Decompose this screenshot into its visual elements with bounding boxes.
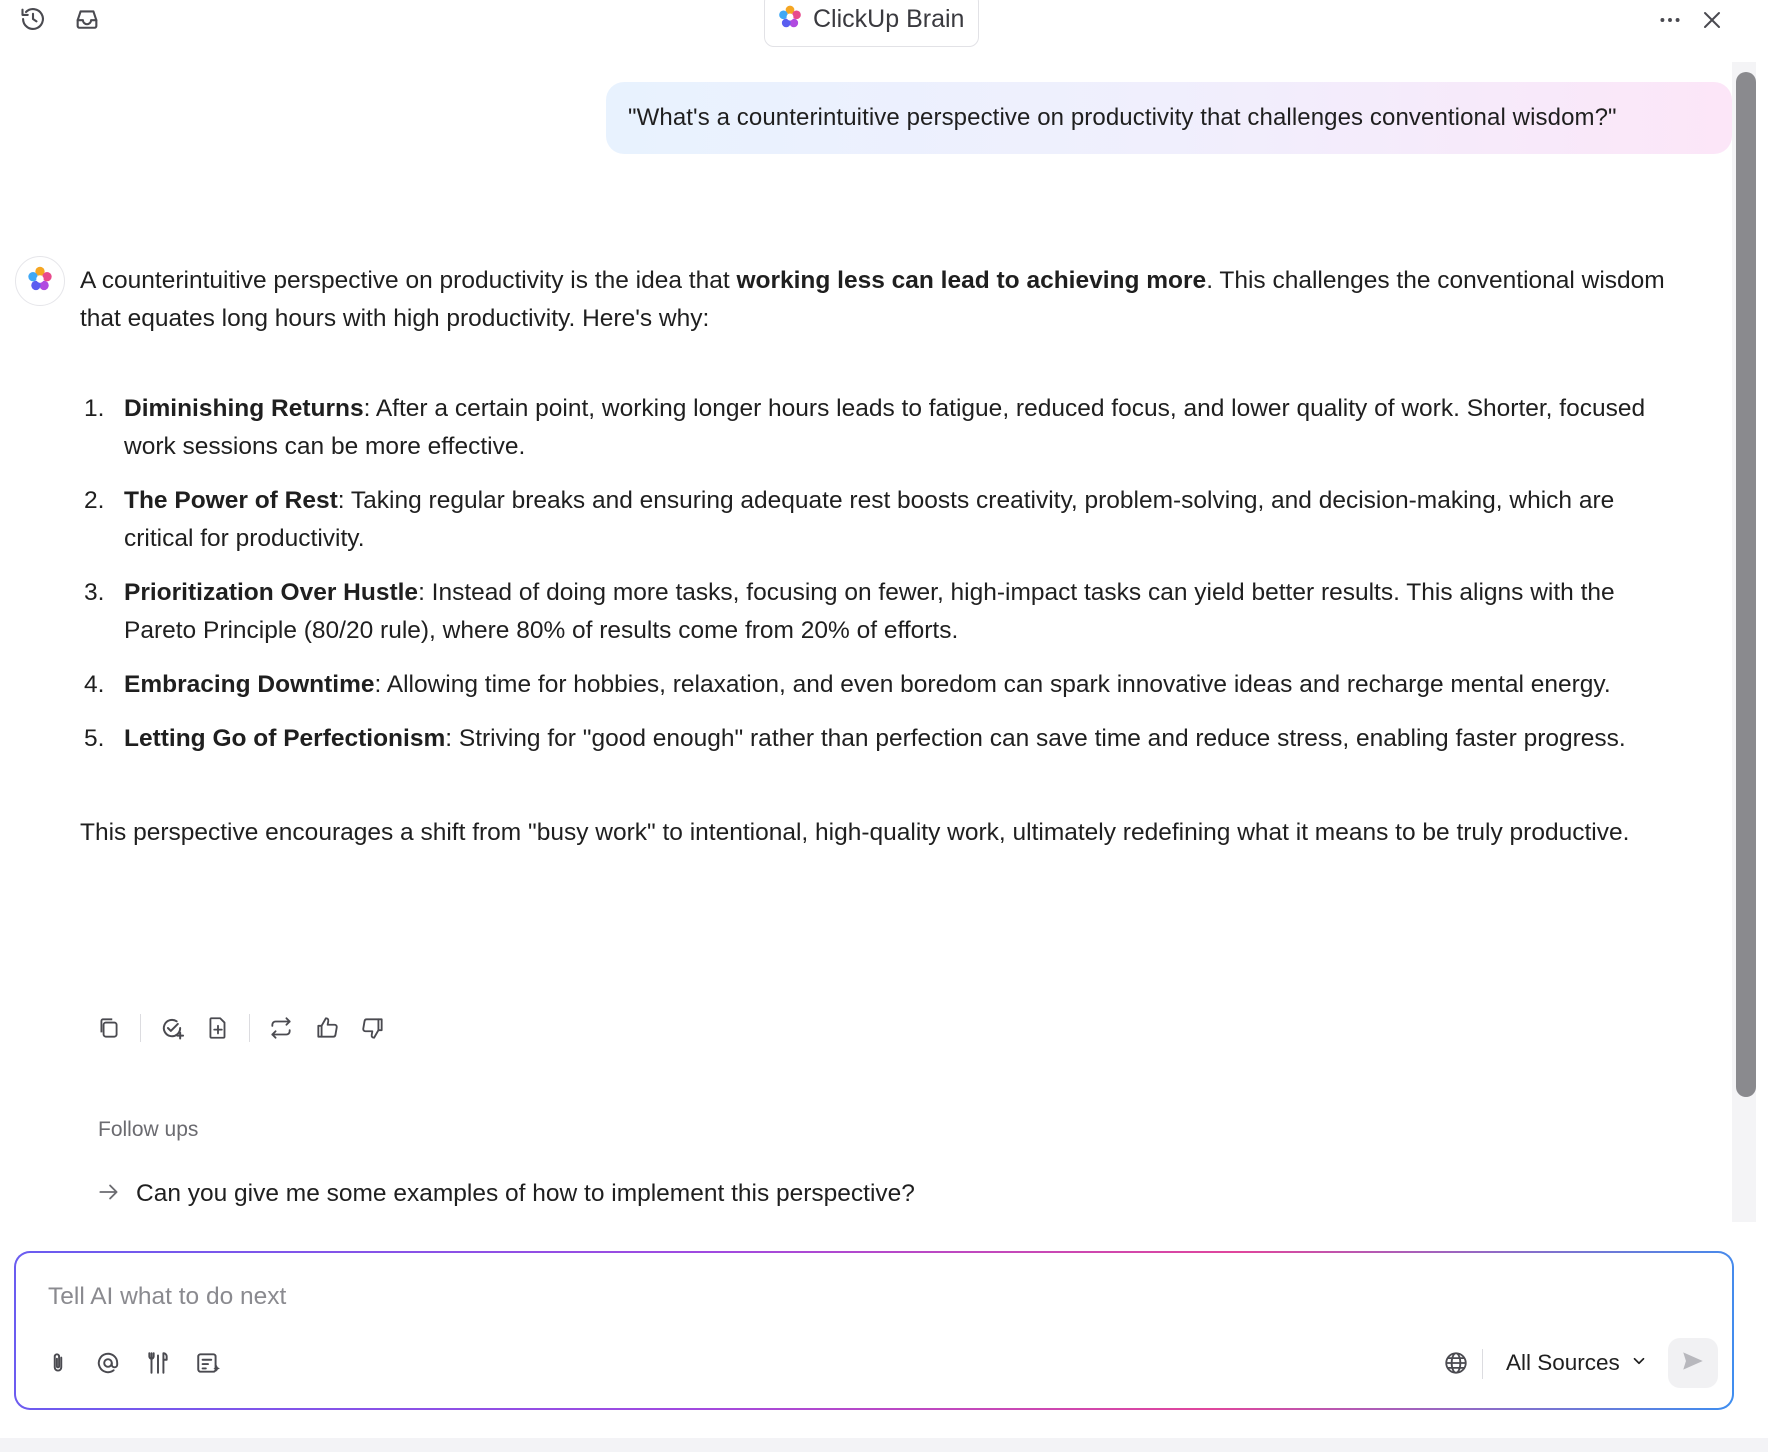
thumbs-up-icon[interactable] xyxy=(304,1008,350,1048)
thumbs-down-icon[interactable] xyxy=(350,1008,396,1048)
globe-icon[interactable] xyxy=(1436,1343,1476,1383)
followup-text: Can you give me some examples of how to implement this perspective? xyxy=(136,1180,915,1207)
intro-text: A counterintuitive perspective on productivity is the idea that xyxy=(80,267,737,294)
followup-item[interactable] xyxy=(96,1176,915,1212)
list-item xyxy=(80,574,1690,650)
list-item xyxy=(80,482,1690,558)
list-number: 3. xyxy=(84,579,105,606)
response-intro xyxy=(80,262,1690,338)
clickup-brain-logo-icon xyxy=(777,4,803,35)
sources-dropdown[interactable] xyxy=(1506,1345,1648,1381)
send-icon xyxy=(1680,1348,1706,1379)
close-icon[interactable] xyxy=(1696,4,1728,36)
response-actions xyxy=(86,1008,396,1048)
list-item xyxy=(80,720,1690,758)
scrollbar-thumb[interactable] xyxy=(1736,72,1756,1097)
arrow-right-icon xyxy=(96,1179,122,1210)
top-bar xyxy=(0,0,1768,48)
intro-text-end: . This challenges the conventional wisdom that equates long hours with high productivity. Here's why: xyxy=(80,267,1665,332)
sources-label: All Sources xyxy=(1506,1350,1620,1375)
bottom-strip xyxy=(0,1438,1768,1452)
response-closing: This perspective encourages a shift from "busy work" to intentional, high-quality work, ultimately redefining what it means to be truly productive. xyxy=(80,819,1630,846)
list-item-text: : Taking regular breaks and ensuring adequate rest boosts creativity, problem-solving, and decision-making, which are critical for productivity. xyxy=(124,487,1615,552)
list-item-title: Diminishing Returns xyxy=(124,395,364,422)
user-message-text: "What's a counterintuitive perspective on productivity that challenges conventional wisdom?" xyxy=(628,104,1617,131)
list-item-title: The Power of Rest xyxy=(124,487,338,514)
list-item-text: : Striving for "good enough" rather than perfection can save time and reduce stress, enabling faster progress. xyxy=(445,725,1626,752)
copy-icon[interactable] xyxy=(86,1008,132,1048)
followups-label: Follow ups xyxy=(98,1118,199,1141)
actions-divider xyxy=(140,1014,141,1042)
mention-icon[interactable] xyxy=(88,1343,128,1383)
add-doc-icon[interactable] xyxy=(195,1008,241,1048)
composer xyxy=(14,1251,1734,1410)
intro-bold-text: working less can lead to achieving more xyxy=(736,267,1207,294)
user-message-bubble xyxy=(606,82,1732,154)
list-number: 2. xyxy=(84,487,105,514)
composer-divider xyxy=(1482,1349,1483,1379)
more-icon[interactable] xyxy=(1654,4,1686,36)
template-icon[interactable] xyxy=(188,1343,228,1383)
list-number: 5. xyxy=(84,725,105,752)
tools-icon[interactable] xyxy=(138,1343,178,1383)
title-pill[interactable] xyxy=(764,0,979,47)
list-number: 4. xyxy=(84,671,105,698)
list-item-text: : Allowing time for hobbies, relaxation, and even boredom can spark innovative ideas and recharge mental energy. xyxy=(374,671,1611,698)
page-title: ClickUp Brain xyxy=(813,5,965,33)
inbox-icon[interactable] xyxy=(70,2,104,36)
list-number: 1. xyxy=(84,395,105,422)
list-item-title: Embracing Downtime xyxy=(124,671,375,698)
brain-logo-icon xyxy=(26,265,54,298)
list-item-title: Letting Go of Perfectionism xyxy=(124,725,446,752)
chevron-down-icon xyxy=(1630,1350,1648,1376)
attach-icon[interactable] xyxy=(38,1343,78,1383)
actions-divider xyxy=(249,1014,250,1042)
prompt-input[interactable] xyxy=(48,1277,1548,1317)
ai-response xyxy=(80,262,1690,852)
composer-inner xyxy=(16,1253,1732,1408)
history-icon[interactable] xyxy=(18,2,48,36)
list-item-text: : After a certain point, working longer hours leads to fatigue, reduced focus, and lower quality of work. Shorter, focused work sessions can be more effective. xyxy=(124,395,1646,460)
list-item xyxy=(80,390,1690,466)
create-task-icon[interactable] xyxy=(149,1008,195,1048)
list-item-text: : Instead of doing more tasks, focusing on fewer, high-impact tasks can yield better results. This aligns with the Pareto Principle (80/20 rule), where 80% of results come from 20% of efforts. xyxy=(124,579,1615,644)
send-button[interactable] xyxy=(1668,1338,1718,1388)
response-list xyxy=(80,390,1690,758)
list-item xyxy=(80,666,1690,704)
list-item-title: Prioritization Over Hustle xyxy=(124,579,419,606)
regenerate-icon[interactable] xyxy=(258,1008,304,1048)
ai-avatar xyxy=(15,256,65,306)
